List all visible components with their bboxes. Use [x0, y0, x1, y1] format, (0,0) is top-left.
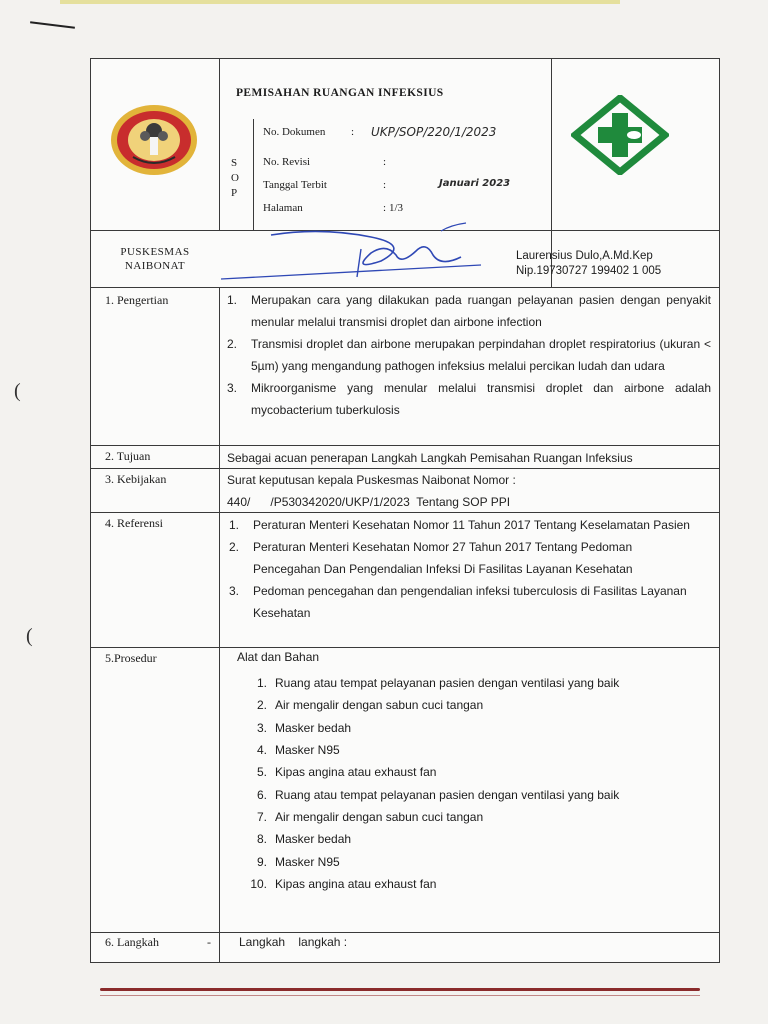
divider	[91, 445, 719, 446]
list-item-text: Masker N95	[275, 743, 340, 758]
list-item: 3. Masker bedah	[256, 720, 352, 735]
list-item: 1. Peraturan Menteri Kesehatan Nomor 11 Tahun 2017 Tentang Keselamatan Pasien	[229, 514, 699, 536]
section-label: 2. Tujuan	[105, 449, 151, 463]
list-item: 3. Mikroorganisme yang menular melalui transmisi droplet dan airbone adalah mycobacterium tuberkulosis	[227, 377, 711, 421]
colon: :	[351, 126, 355, 138]
list-item-text: Ruang atau tempat pelayanan pasien dengan ventilasi yang baik	[275, 676, 620, 691]
procedure-heading: Alat dan Bahan	[237, 650, 320, 664]
list-item: 3. Pedoman pencegahan dan pengendalian infeksi tuberculosis di Fasilitas Layanan Kesehatan	[229, 580, 699, 624]
colon: :	[383, 179, 387, 191]
divider	[219, 287, 220, 962]
list-item-text: Mikroorganisme yang menular melalui transmisi droplet dan airbone adalah mycobacterium tuberkulosis	[251, 381, 711, 417]
top-edge-strip	[60, 0, 620, 4]
margin-mark: (	[26, 625, 33, 647]
list-item: 2. Peraturan Menteri Kesehatan Nomor 27 Tahun 2017 Tentang Pedoman Pencegahan Dan Pengendalian Infeksi Di Fasilitas Layanan Kesehatan	[229, 536, 699, 580]
section-label: 4. Referensi	[105, 516, 163, 530]
list-item: 2. Air mengalir dengan sabun cuci tangan	[256, 698, 484, 713]
page-value: 1/3	[389, 202, 404, 214]
list-item-text: Ruang atau tempat pelayanan pasien dengan ventilasi yang baik	[275, 787, 620, 802]
list-item-text: Air mengalir dengan sabun cuci tangan	[275, 698, 484, 713]
list-item-text: Masker N95	[275, 854, 340, 869]
list-item: 2. Transmisi droplet dan airbone merupakan perpindahan droplet respiratorius (ukuran < 5µm) yang mengandung pathogen infeksius melalui percikan ludah dan udara	[227, 333, 711, 377]
list-item-text: Masker bedah	[275, 720, 352, 735]
colon: :	[383, 202, 387, 214]
signer-name: Laurensius Dulo,A.Md.Kep	[516, 250, 653, 262]
list-item: 9. Masker N95	[256, 854, 340, 869]
signer-nip: Nip.19730727 199402 1 005	[516, 265, 662, 277]
list-item-text: Peraturan Menteri Kesehatan Nomor 11 Tahun 2017 Tentang Keselamatan Pasien	[253, 518, 690, 532]
colon: :	[383, 156, 387, 168]
list-item-text: Masker bedah	[275, 832, 352, 847]
list-item: 1. Merupakan cara yang dilakukan pada ruangan pelayanan pasien dengan penyakit menular melalui transmisi droplet dan airbone infection	[227, 289, 711, 333]
handwritten-signature	[211, 221, 511, 291]
procedure-list	[239, 672, 619, 895]
tujuan-text: Sebagai acuan penerapan Langkah Langkah Pemisahan Ruangan Infeksius	[227, 451, 633, 465]
section-label: 1. Pengertian	[105, 293, 169, 307]
doc-number-label: No. Dokumen	[263, 126, 326, 138]
list-item-text: Pedoman pencegahan dan pengendalian infeksi tuberculosis di Fasilitas Layanan Kesehatan	[253, 584, 687, 620]
kebijakan-line: Surat keputusan kepala Puskesmas Naibonat Nomor :	[227, 473, 516, 487]
divider	[219, 59, 220, 230]
list-item-text: Kipas angina atau exhaust fan	[275, 876, 437, 891]
referensi-list	[229, 514, 699, 624]
list-item: 10. Kipas angina atau exhaust fan	[250, 876, 437, 891]
regency-emblem-logo	[109, 103, 199, 177]
bottom-rule	[100, 995, 700, 996]
list-item-text: Air mengalir dengan sabun cuci tangan	[275, 809, 484, 824]
list-item: 6. Ruang atau tempat pelayanan pasien dengan ventilasi yang baik	[256, 787, 620, 802]
organization-line: NAIBONAT	[124, 260, 186, 272]
list-item: 1. Ruang atau tempat pelayanan pasien dengan ventilasi yang baik	[256, 676, 620, 691]
sop-letter: O	[231, 172, 239, 184]
list-item: 5. Kipas angina atau exhaust fan	[256, 765, 437, 780]
bottom-rule	[100, 988, 700, 991]
sop-letter: S	[231, 157, 238, 169]
kebijakan-text	[227, 469, 711, 513]
dash-mark: -	[207, 935, 211, 949]
signer-block	[516, 249, 661, 279]
divider	[253, 119, 254, 230]
list-item-text: Transmisi droplet dan airbone merupakan perpindahan droplet respiratorius (ukuran < 5µm) yang mengandung pathogen infeksius melalui percikan ludah dan udara	[251, 337, 711, 373]
revision-label: No. Revisi	[263, 156, 311, 168]
sop-document	[90, 58, 720, 963]
section-label: 6. Langkah	[105, 935, 159, 949]
issue-date-label: Tanggal Terbit	[263, 179, 327, 191]
list-item-text: Merupakan cara yang dilakukan pada ruangan pelayanan pasien dengan penyakit menular melalui transmisi droplet dan airbone infection	[251, 293, 711, 329]
section-label: 5.Prosedur	[105, 651, 157, 665]
document-title: PEMISAHAN RUANGAN INFEKSIUS	[236, 87, 444, 99]
list-item: 8. Masker bedah	[256, 832, 352, 847]
section-label: 3. Kebijakan	[105, 472, 167, 486]
pengertian-list	[227, 289, 711, 421]
page-label: Halaman	[263, 202, 303, 214]
list-item-text: Kipas angina atau exhaust fan	[275, 765, 437, 780]
divider	[91, 647, 719, 648]
sop-letter: P	[231, 187, 238, 199]
divider	[91, 932, 719, 933]
list-item: 7. Air mengalir dengan sabun cuci tangan	[256, 809, 484, 824]
doc-number-value: UKP/SOP/220/1/2023	[371, 125, 497, 139]
pen-mark	[30, 21, 75, 28]
puskesmas-logo	[571, 95, 669, 175]
langkah-text: Langkah langkah :	[239, 935, 348, 949]
list-item-text: Peraturan Menteri Kesehatan Nomor 27 Tahun 2017 Tentang Pedoman Pencegahan Dan Pengendalian Infeksi Di Fasilitas Layanan Kesehatan	[253, 540, 633, 576]
organization-name	[99, 245, 211, 273]
list-item: 4. Masker N95	[256, 743, 340, 758]
organization-line: PUSKESMAS	[120, 246, 190, 258]
kebijakan-line: 440/ /P530342020/UKP/1/2023 Tentang SOP PPI	[227, 495, 511, 509]
issue-date-value: Januari 2023	[439, 178, 511, 189]
margin-mark: (	[14, 380, 21, 402]
